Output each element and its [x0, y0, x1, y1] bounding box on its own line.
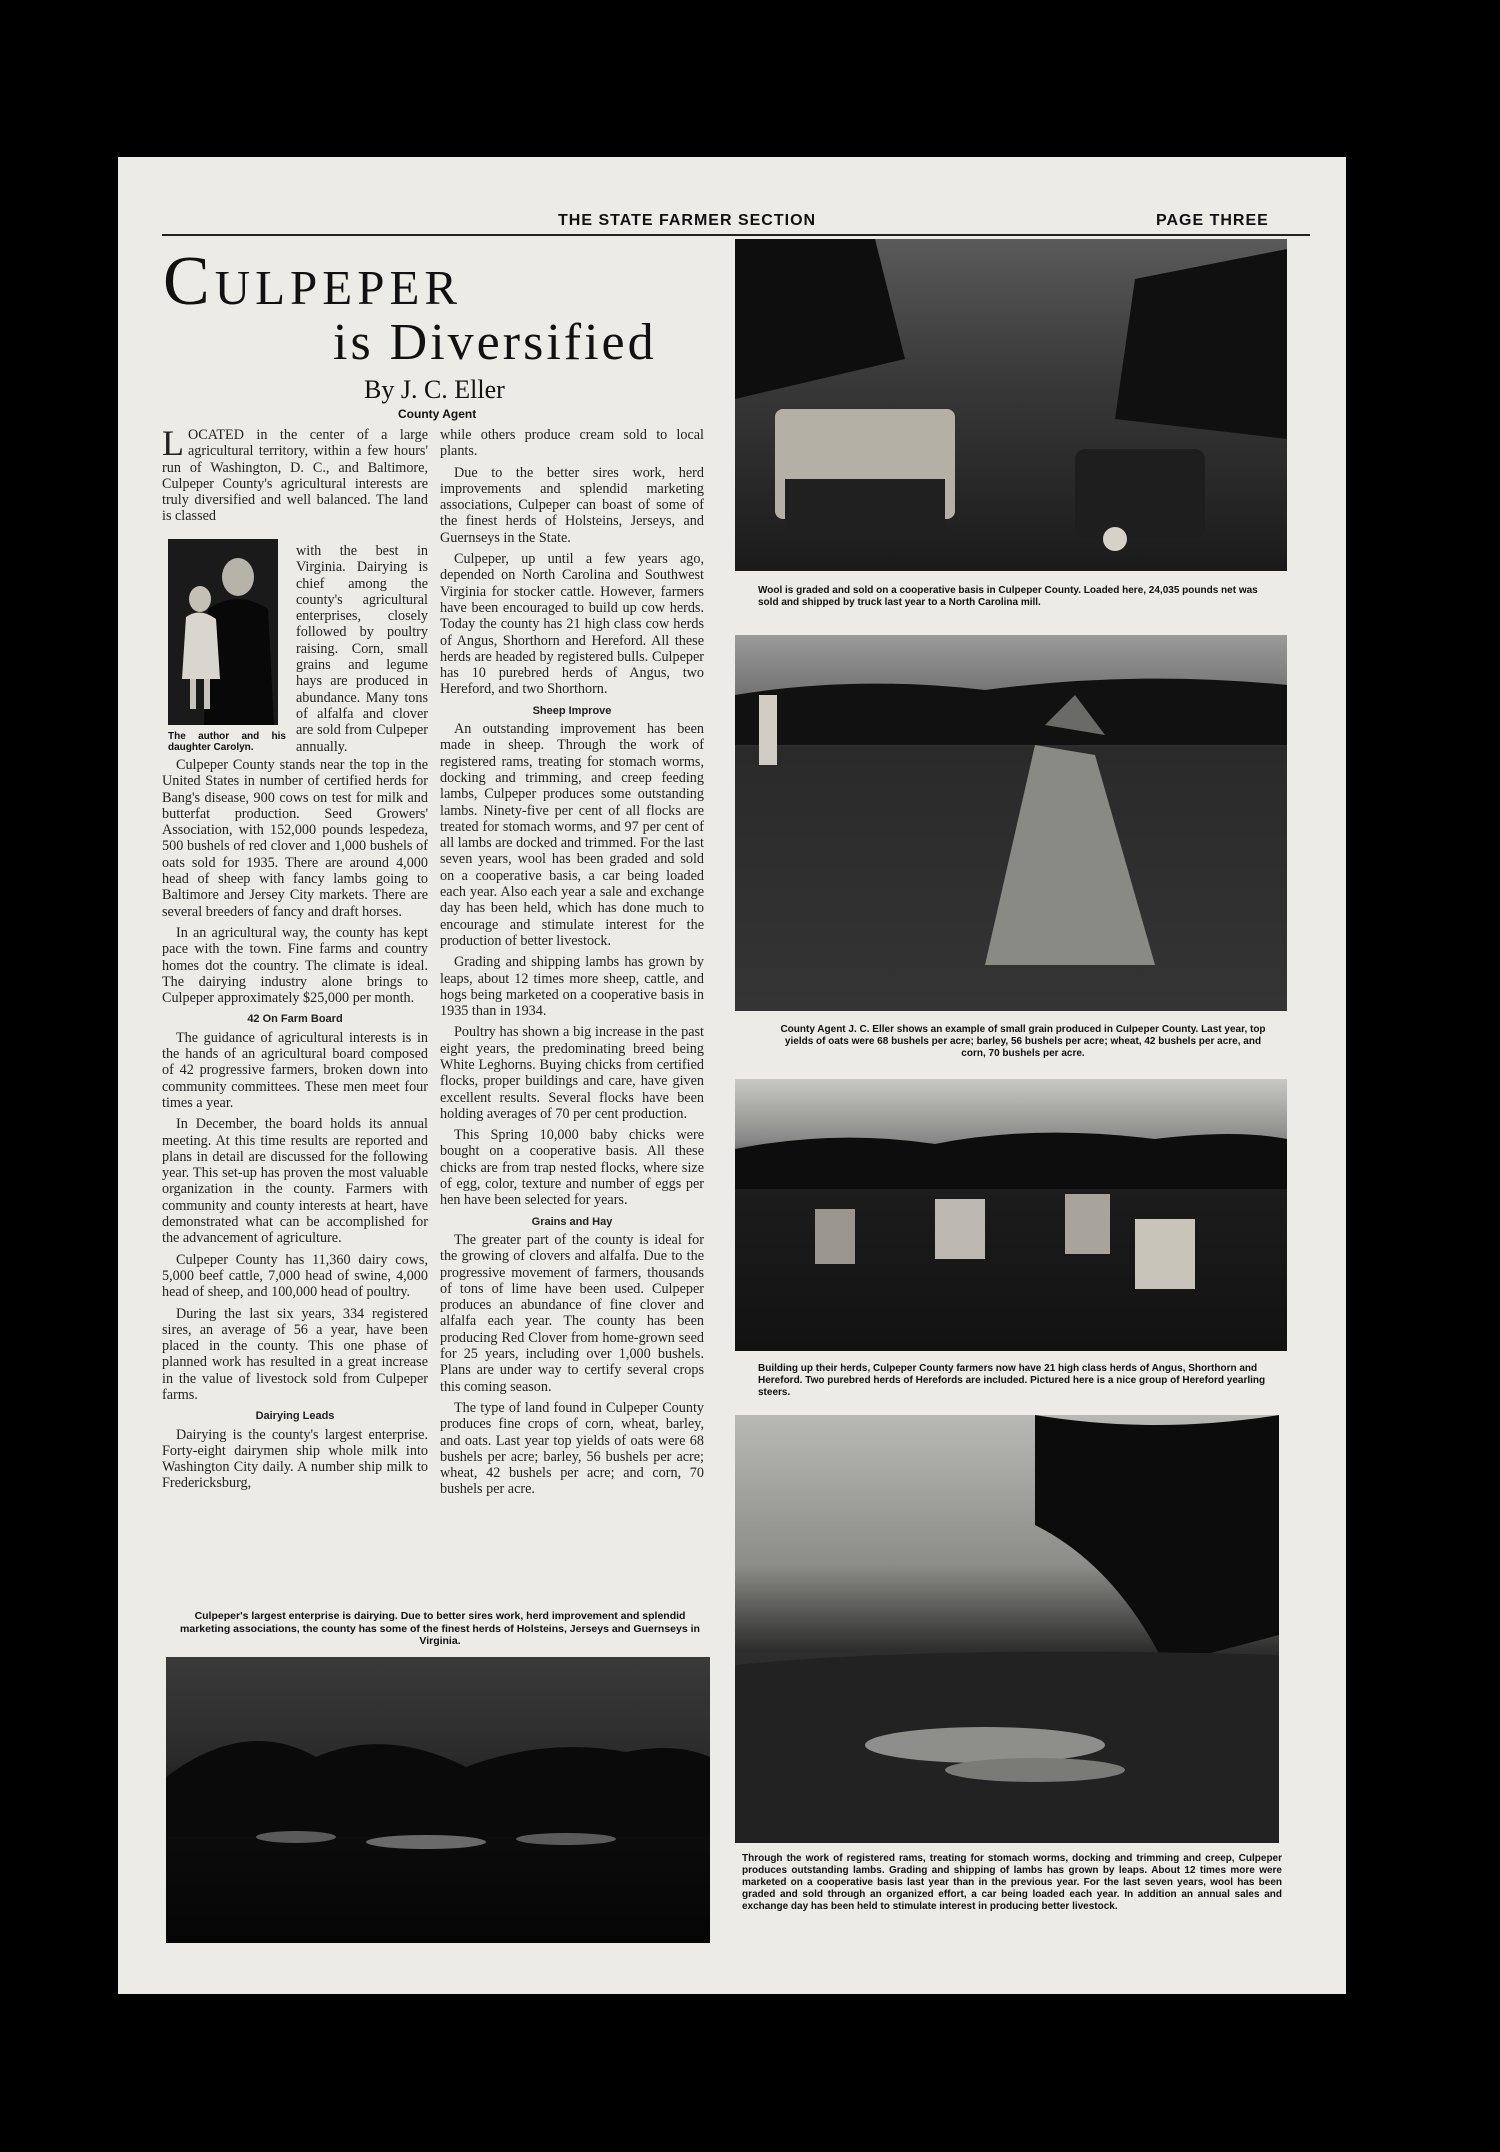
subhead: Sheep Improve	[532, 704, 612, 717]
paragraph: while others produce cream sold to local plants.	[440, 427, 704, 460]
portrait-caption: The author and his daughter Carolyn.	[168, 731, 286, 753]
paragraph: Culpeper County stands near the top in the United States in number of certified herds for Bang's disease, 900 cows on test for milk and butterfat production. Seed Growers' Association, with 152,000 pounds lespedeza, 500 bushels of red clover and 1,000 bushels of oats sold for 1935. There are around 4,000 head of sheep with fancy lambs going to Baltimore and Jersey City markets. There are several breeders of fancy and draft horses.	[162, 757, 428, 920]
header-rule	[162, 234, 1310, 236]
paragraph: The greater part of the county is ideal for the growing of clovers and alfalfa. Due to the progressive movement of farmers, thousands of tons of lime have been used. Culpeper produces an abundance of fine clover and alfalfa each year. The county has been producing Red Clover from home-grown seed for 25 years, including over 1,000 bushels. Plans are under way to certify several crops this coming season.	[440, 1231, 704, 1395]
paragraph: In an agricultural way, the county has kept pace with the town. Fine farms and country homes dot the country. The climate is ideal. The dairying industry alone brings to Culpeper approximately $25,000 per month.	[162, 924, 428, 1007]
author-role: County Agent	[398, 407, 477, 421]
paragraph: In December, the board holds its annual meeting. At this time results are reported and plans in detail are discussed for the following year. This set-up has proven the most valuable organization in the county. Farmers with community and county interests at heart, have demonstrated what can be accomplished for the advancement of agriculture.	[162, 1116, 428, 1247]
paragraph: Culpeper County has 11,360 dairy cows, 5,000 beef cattle, 7,000 head of swine, 4,000 head of sheep, and 100,000 head of poultry.	[162, 1251, 428, 1301]
headline-line-1: Culpeper	[163, 243, 463, 320]
column-1-beside-portrait	[296, 543, 428, 760]
sheep-photo-caption: Through the work of registered rams, treating for stomach worms, docking and trimming and creep, Culpeper produces outstanding lambs. Grading and shipping of lambs has grown by leaps. About 12 times more were marketed on a cooperative basis last year than in the previous year. For the last seven years, wool has been graded and sold through an organized effort, a car being loaded each year. In addition an annual sales and exchange day has been held to stimulate interest in producing better livestock.	[742, 1853, 1282, 1912]
dairy-photo-caption: Culpeper's largest enterprise is dairying. Due to better sires work, herd improvement and splendid marketing associations, the county has some of the finest herds of Holsteins, Jerseys and Guernseys in Virginia.	[180, 1610, 700, 1647]
paragraph: with the best in Virginia. Dairying is chief among the county's agricultural enterprises, closely followed by poultry raising. Corn, small grains and legume hays are produced in abundance. Many tons of alfalfa and clover are sold from Culpeper annually.	[296, 543, 428, 755]
grain-shock-scene	[735, 635, 1287, 1011]
wool-truck-photo	[735, 239, 1287, 571]
paragraph: Culpeper, up until a few years ago, depended on North Carolina and Southwest Virginia for stocker cattle. However, farmers have been encouraged to build up cow herds. Today the county has 21 high class cow herds of Angus, Shorthorn and Hereford. All these herds are headed by registered bulls. Culpeper has 10 purebred herds of Angus, two Hereford, and two Shorthorn.	[440, 551, 704, 698]
wool-truck-scene	[735, 239, 1287, 571]
column-1	[162, 757, 428, 1497]
dairy-scene	[166, 1657, 710, 1943]
sheep-flock-photo	[735, 1415, 1279, 1843]
grain-photo-caption: County Agent J. C. Eller shows an example of small grain produced in Culpeper County. Last year, top yields of oats were 68 bushels per acre; barley, 56 bushels per acre; wheat, 42 bushels per acre, and corn, 70 bushels per acre.	[780, 1024, 1266, 1059]
section-header: THE STATE FARMER SECTION	[558, 212, 817, 229]
dairy-herd-photo	[166, 1657, 710, 1943]
steers-photo-caption: Building up their herds, Culpeper County farmers now have 21 high class herds of Angus, Shorthorn and Hereford. Two purebred herds of Herefords are included. Pictured here is a nice group of Hereford yearling steers.	[758, 1363, 1266, 1398]
paragraph: An outstanding improvement has been made in sheep. Through the work of registered rams, treating for stomach worms, docking and trimming, and creep feeding lambs, Culpeper produces some outstanding lambs. Ninety-five per cent of all flocks are treated for stomach worms, and 97 per cent of all lambs are docked and trimmed. For the last seven years, wool has been graded and sold on a cooperative basis, a car being loaded each year. Also each year a sale and exchange day has been held, which has done much to encourage and stimulate interest for the production of better livestock.	[440, 721, 704, 949]
column-2	[440, 427, 704, 1503]
page-number: PAGE THREE	[1156, 212, 1269, 229]
column-1-intro	[162, 423, 428, 530]
drop-cap: L	[162, 423, 184, 463]
paragraph: This Spring 10,000 baby chicks were bought on a cooperative basis. All these chicks are from trap nested flocks, where size of egg, color, texture and number of eggs per hen have been selected for years.	[440, 1127, 704, 1209]
paragraph: The guidance of agricultural interests is in the hands of an agricultural board composed of 42 progressive farmers, broken down into community committees. These men meet four times a year.	[162, 1029, 428, 1111]
subhead: Grains and Hay	[531, 1215, 613, 1228]
paragraph: OCATED in the center of a large agricultural territory, within a few hours' run of Washington, D. C., and Baltimore, Culpeper County's agricultural interests are truly diversified and well balanced. The land is classed	[162, 427, 428, 525]
wool-photo-caption: Wool is graded and sold on a cooperative basis in Culpeper County. Loaded here, 24,035 pounds net was sold and shipped by truck last year to a North Carolina mill.	[758, 585, 1258, 608]
byline: By J. C. Eller	[364, 375, 505, 404]
sheep-scene	[735, 1415, 1279, 1843]
paragraph: Dairying is the county's largest enterprise. Forty-eight dairymen ship whole milk into Washington City daily. A number ship milk to Fredericksburg,	[162, 1426, 428, 1492]
portrait-illustration	[168, 539, 278, 725]
author-portrait-photo	[168, 539, 278, 725]
hereford-steers-photo	[735, 1079, 1287, 1351]
subhead: 42 On Farm Board	[247, 1013, 343, 1026]
paragraph: Due to the better sires work, herd improvements and splendid marketing associations, Culpeper can boast of some of the finest herds of Holsteins, Jerseys, and Guernseys in the State.	[440, 464, 704, 546]
small-grain-photo	[735, 635, 1287, 1011]
paragraph: Poultry has shown a big increase in the past eight years, the predominating breed being White Leghorns. Buying chicks from certified flocks, proper buildings and care, have given excellent results. Several flocks have been holding averages of 70 per cent production.	[440, 1024, 704, 1122]
paragraph: Grading and shipping lambs has grown by leaps, about 12 times more sheep, cattle, and hogs being marketed on a cooperative basis in 1935 than in 1934.	[440, 954, 704, 1020]
paragraph: The type of land found in Culpeper County produces fine crops of corn, wheat, barley, and oats. Last year top yields of oats were 68 bushels per acre; barley, 56 bushels per acre; wheat, 42 bushels per acre; and corn, 70 bushels per acre.	[440, 1399, 704, 1498]
paragraph: During the last six years, 334 registered sires, an average of 56 a year, have been placed in the county. This one phase of planned work has resulted in a great increase in the value of livestock sold from Culpeper farms.	[162, 1305, 428, 1403]
headline-line-2: is Diversified	[333, 314, 657, 371]
subhead: Dairying Leads	[255, 1410, 335, 1423]
newspaper-page	[118, 157, 1346, 1994]
cattle-scene	[735, 1079, 1287, 1351]
